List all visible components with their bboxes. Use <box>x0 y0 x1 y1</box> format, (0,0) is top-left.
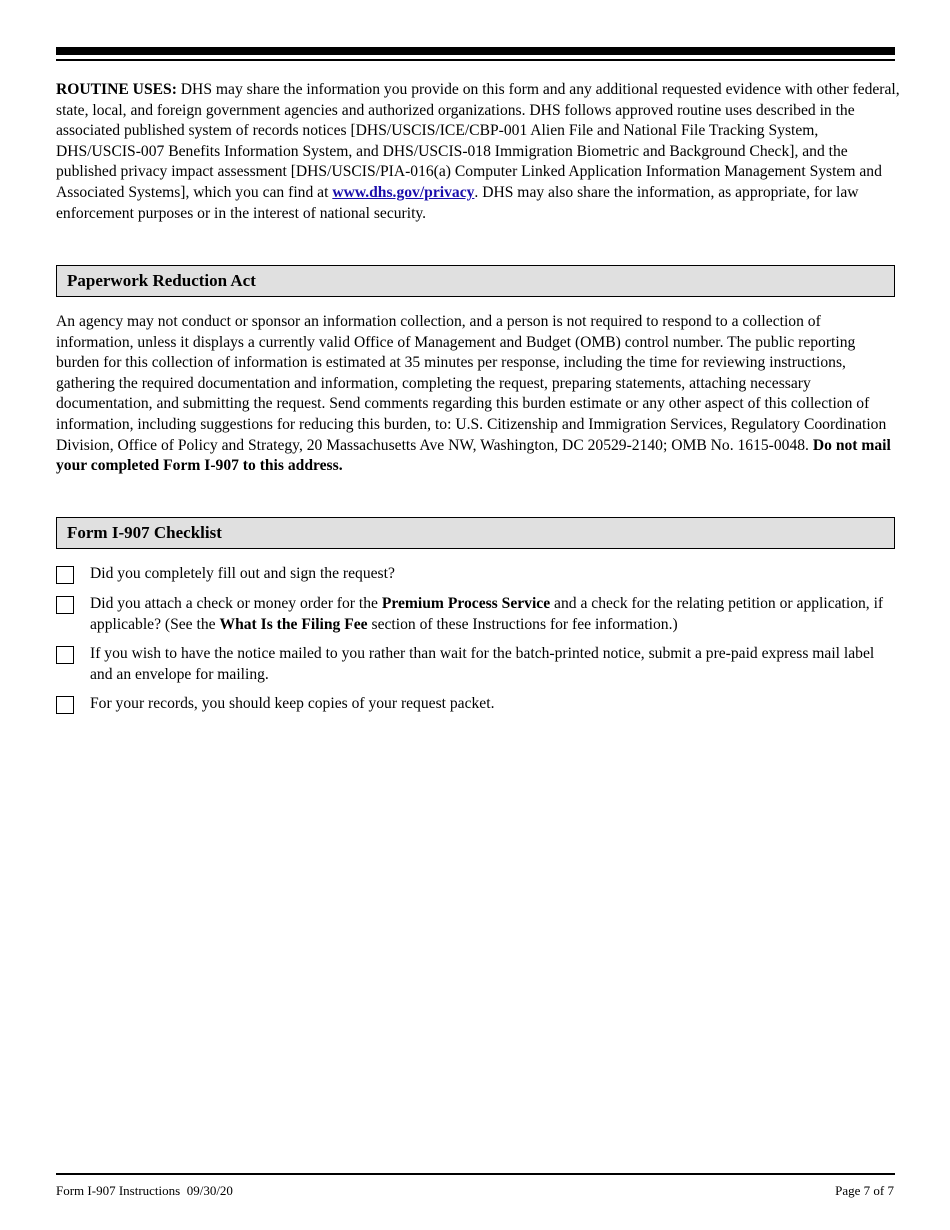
routine-uses-paragraph <box>56 80 901 224</box>
paperwork-paragraph <box>56 312 901 477</box>
paperwork-section-header <box>56 265 895 297</box>
checkbox-mail-label[interactable] <box>56 646 74 664</box>
footer-page-number: Page 7 of 7 <box>835 1183 894 1198</box>
checkbox-payment[interactable] <box>56 596 74 614</box>
checklist-item-text: If you wish to have the notice mailed to you rather than wait for the batch-printed notice, submit a pre-paid express mail label and an envelope for mailing. <box>90 645 875 683</box>
checklist-section-title: Form I-907 Checklist <box>67 523 222 542</box>
checklist-item-text <box>90 594 895 635</box>
footer-rule <box>56 1173 895 1175</box>
checklist-item-text: For your records, you should keep copies of your request packet. <box>90 695 495 712</box>
item2-bold-fee: What Is the Filing Fee <box>219 615 368 633</box>
routine-uses-text-end: . DHS may also share the information, as appropriate, for law enforcement purposes or in the interest of national security. <box>56 183 859 222</box>
paperwork-bold-warning: Do not mail your completed Form I-907 to this address. <box>56 436 891 475</box>
checklist-section-header <box>56 517 895 549</box>
paperwork-body: An agency may not conduct or sponsor an information collection, and a person is not required to respond to a collection of information, unless it displays a currently valid Office of Management and Budget (OMB) control number. The public reporting burden for this collection of information is estimated at 35 minutes per response, including the time for reviewing instructions, gathering the required documentation and information, completing the request, preparing statements, attaching necessary documentation, and submitting the request. Send comments regarding this burden estimate or any other aspect of this collection of information, including suggestions for reducing this burden, to: U.S. Citizenship and Immigration Services, Regulatory Coordination Division, Office of Policy and Strategy, 20 Massachusetts Ave NW, Washington, DC 20529-2140; OMB No. 1615-0048. <box>56 313 887 454</box>
header-thick-rule <box>56 47 895 55</box>
checkbox-sign[interactable] <box>56 566 74 584</box>
checklist-item-text: Did you completely fill out and sign the request? <box>90 565 395 582</box>
header-thin-rule <box>56 59 895 61</box>
paperwork-section-title: Paperwork Reduction Act <box>67 271 256 290</box>
item2-text-c: section of these Instructions for fee information.) <box>371 615 678 633</box>
dhs-privacy-link[interactable]: www.dhs.gov/privacy <box>332 183 475 201</box>
routine-uses-heading: ROUTINE USES: <box>56 81 177 98</box>
item2-bold-service: Premium Process Service <box>381 595 551 612</box>
checkbox-copies[interactable] <box>56 696 74 714</box>
item2-text-b: and a check for the relating petition or application, if applicable? (See the <box>90 595 884 633</box>
footer-form-id: Form I-907 Instructions 09/30/20 <box>56 1183 233 1198</box>
routine-uses-text: DHS may share the information you provide on this form and any additional requested evidence with other federal, state, local, and foreign government agencies and authorized organizations. DHS follows approved routine uses described in the associated published system of records notices [DHS/USCIS/ICE/CBP-001 Alien File and National File Tracking System, DHS/USCIS-007 Benefits Information System, and DHS/USCIS-018 Immigration Biometric and Background Check], and the published privacy impact assessment [DHS/USCIS/PIA-016(a) Computer Linked Application Information Management System and Associated Systems], which you can find at <box>56 81 900 201</box>
item2-text-a: Did you attach a check or money order for the <box>90 595 378 612</box>
